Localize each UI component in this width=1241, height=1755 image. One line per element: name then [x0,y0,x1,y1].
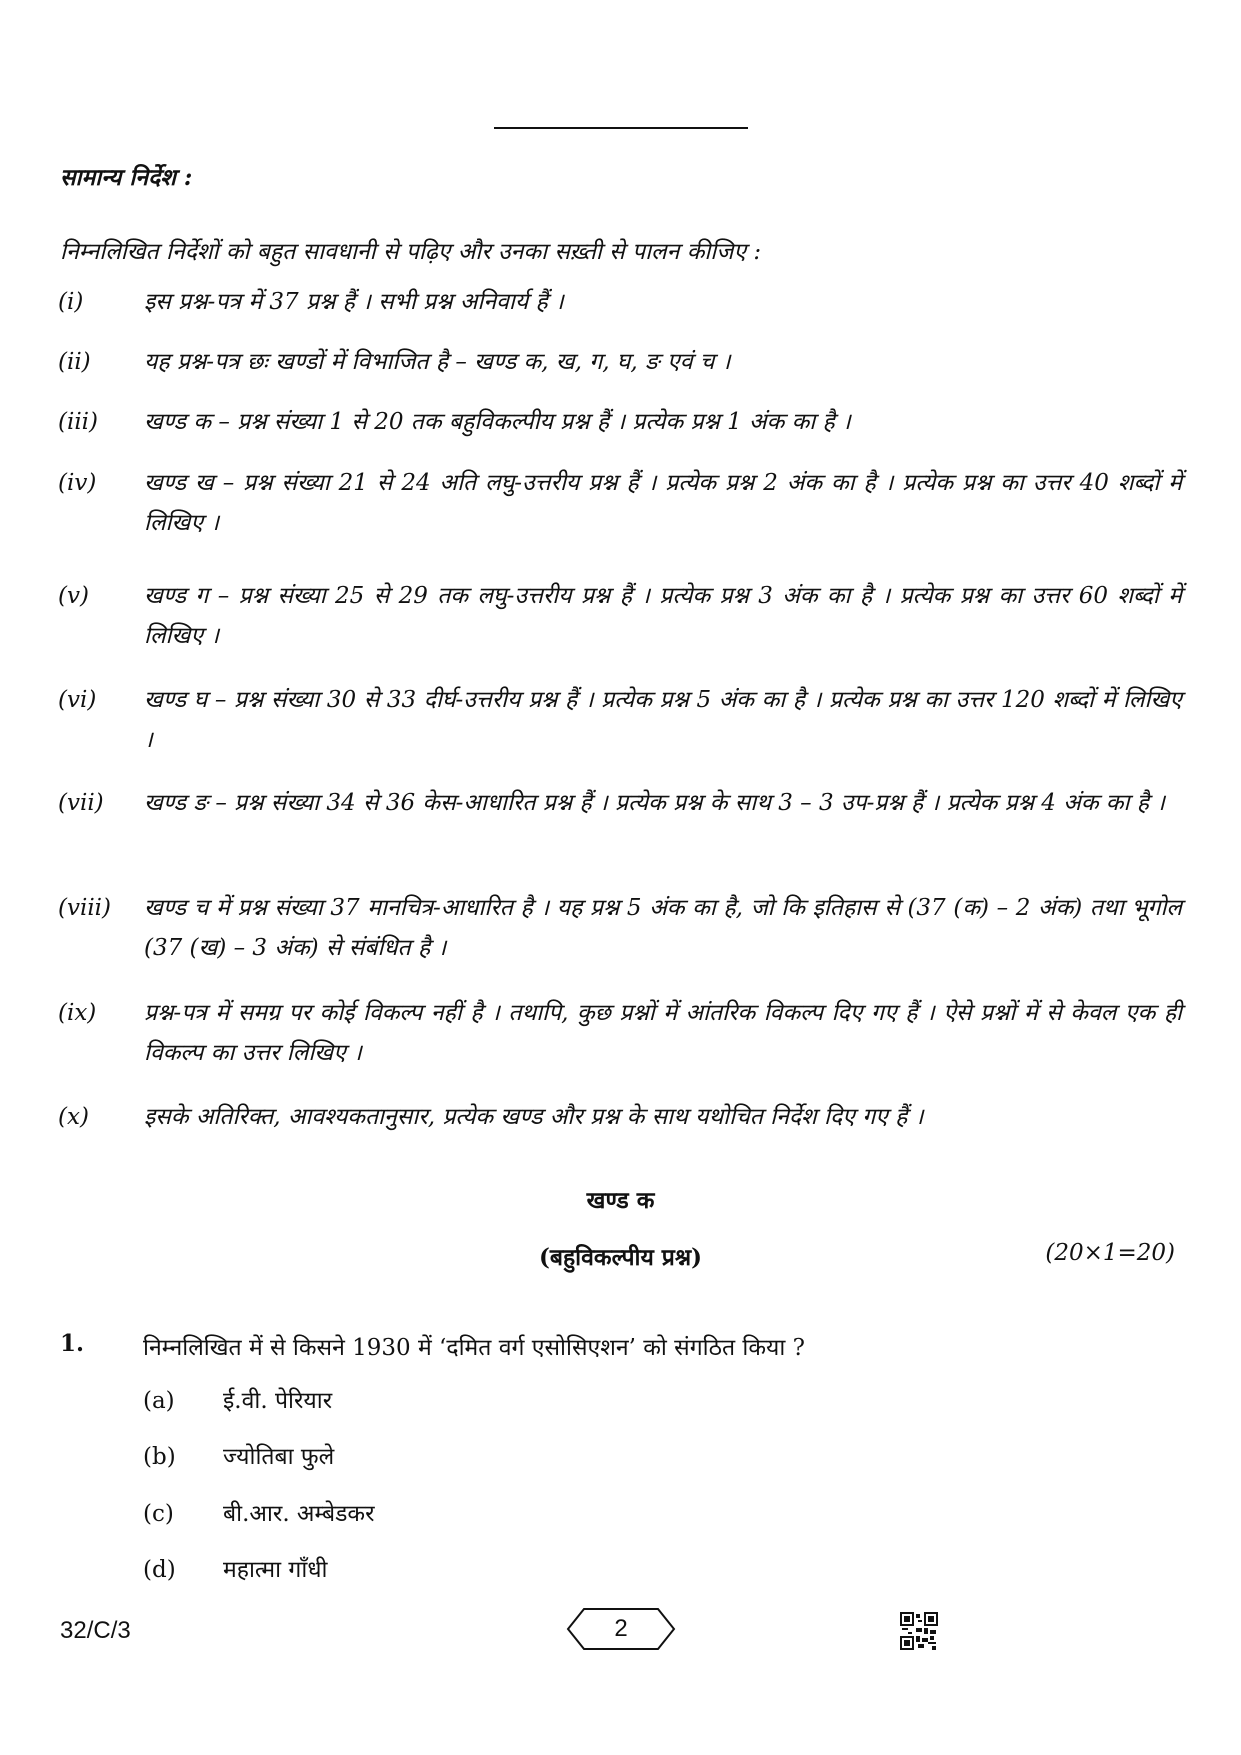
question-text: निम्नलिखित में से किसने 1930 में ‘दमित वर्ग एसोसिएशन’ को संगठित किया ? [143,1335,805,1361]
instruction-number: (iv) [58,470,97,496]
instructions-intro: निम्नलिखित निर्देशों को बहुत सावधानी से पढ़िए और उनका सख़्ती से पालन कीजिए : [60,239,762,265]
option-text: बी.आर. अम्बेडकर [223,1501,375,1527]
general-instructions-heading: सामान्य निर्देश : [60,164,193,191]
qr-code-icon [900,1612,938,1650]
instruction-text: खण्ड क – प्रश्न संख्या 1 से 20 तक बहुविकल्पीय प्रश्न हैं । प्रत्येक प्रश्न 1 अंक का है । [144,409,851,435]
section-subtitle: (बहुविकल्पीय प्रश्न) [538,1244,703,1271]
section-title: खण्ड क [586,1187,655,1214]
instruction-item [58,680,1182,760]
instruction-item [58,576,1182,656]
section-marks: (20×1=20) [1045,1240,1175,1266]
option-label: (b) [143,1444,176,1470]
option-text: ज्योतिबा फुले [223,1444,335,1470]
instruction-item [58,402,1182,442]
option-a [143,1383,332,1415]
instruction-number: (viii) [58,895,112,921]
option-text: ई.वी. पेरियार [223,1388,333,1414]
instruction-number: (i) [58,289,84,315]
instruction-item [58,282,1182,322]
instruction-item [58,783,1182,823]
paper-code: 32/C/3 [60,1617,131,1644]
instruction-text: खण्ड घ – प्रश्न संख्या 30 से 33 दीर्घ-उत्तरीय प्रश्न हैं । प्रत्येक प्रश्न 5 अंक का है । प्रत्येक प्रश्न का उत्तर 120 शब्दों में लिखिए । [144,687,1182,753]
instruction-item [58,463,1182,543]
instruction-number: (ix) [58,1000,97,1026]
page-number: 2 [614,1615,628,1642]
instruction-number: (iii) [58,409,99,435]
page-number-badge [566,1607,676,1651]
option-b [143,1439,334,1471]
instruction-text: इस प्रश्न-पत्र में 37 प्रश्न हैं । सभी प्रश्न अनिवार्य हैं । [144,289,564,315]
top-rule [494,127,748,129]
option-text: महात्मा गाँधी [223,1557,328,1583]
option-c [143,1496,375,1528]
instruction-item [58,888,1182,968]
instruction-number: (vi) [58,687,97,713]
instruction-text: यह प्रश्न-पत्र छः खण्डों में विभाजित है – खण्ड क, ख, ग, घ, ङ एवं च । [144,349,731,375]
instruction-text: इसके अतिरिक्त, आवश्यकतानुसार, प्रत्येक खण्ड और प्रश्न के साथ यथोचित निर्देश दिए गए हैं । [144,1104,924,1130]
instruction-number: (vii) [58,790,104,816]
question-number: 1. [60,1330,85,1357]
instruction-number: (v) [58,583,89,609]
option-label: (a) [143,1388,175,1414]
instruction-text: खण्ड ङ – प्रश्न संख्या 34 से 36 केस-आधारित प्रश्न हैं । प्रत्येक प्रश्न के साथ 3 – 3 उप-प्रश्न हैं । प्रत्येक प्रश्न 4 अंक का है । [144,790,1165,816]
instruction-text: खण्ड ग – प्रश्न संख्या 25 से 29 तक लघु-उत्तरीय प्रश्न हैं । प्रत्येक प्रश्न 3 अंक का है । प्रत्येक प्रश्न का उत्तर 60 शब्दों में लिखिए । [144,583,1182,649]
instruction-number: (ii) [58,349,91,375]
option-label: (d) [143,1557,176,1583]
instruction-number: (x) [58,1104,89,1130]
option-d [143,1552,327,1584]
instruction-item [58,993,1182,1073]
instruction-item [58,1097,1182,1137]
instruction-text: प्रश्न-पत्र में समग्र पर कोई विकल्प नहीं है । तथापि, कुछ प्रश्नों में आंतरिक विकल्प दिए गए हैं । ऐसे प्रश्नों में से केवल एक ही विकल्प का उत्तर लिखिए । [144,1000,1182,1066]
option-label: (c) [143,1501,174,1527]
instruction-text: खण्ड च में प्रश्न संख्या 37 मानचित्र-आधारित है । यह प्रश्न 5 अंक का है, जो कि इतिहास से (37 (क) – 2 अंक) तथा भूगोल (37 (ख) – 3 अंक) से संबंधित है । [144,895,1182,961]
instruction-item [58,342,1182,382]
instruction-text: खण्ड ख – प्रश्न संख्या 21 से 24 अति लघु-उत्तरीय प्रश्न हैं । प्रत्येक प्रश्न 2 अंक का है । प्रत्येक प्रश्न का उत्तर 40 शब्दों में लिखिए । [144,470,1182,536]
